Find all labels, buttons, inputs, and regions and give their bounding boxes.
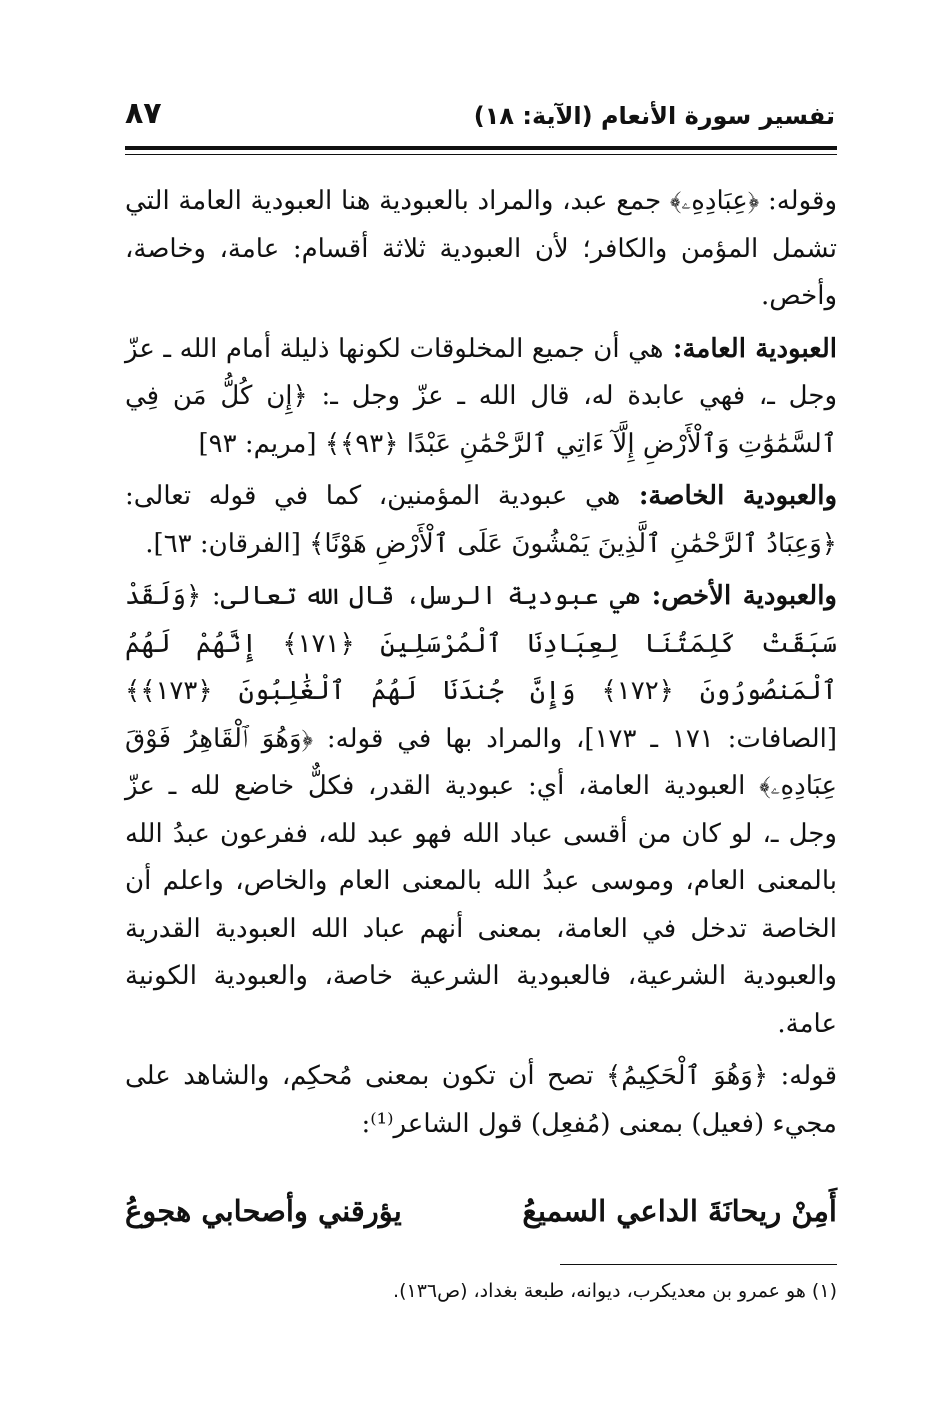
verse-second-hemistich: يؤرقني وأصحابي هجوعُ xyxy=(125,1194,402,1228)
paragraph xyxy=(125,1053,837,1148)
running-title: تفسير سورة الأنعام (الآية: ١٨) xyxy=(473,102,835,130)
text-run: هي عبودية الرسل، قال الله تعالى: ﴿وَلَقَدْ سَبَقَتْ كَلِمَتُنَا لِعِبَادِنَا ٱلْمُرْسَلِينَ ﴿١٧١﴾ إِنَّهُمْ لَهُمُ ٱلْمَنصُورُونَ ﴿١٧٢﴾ وَإِنَّ جُندَنَا لَهُمُ ٱلْغَٰلِبُونَ ﴿١٧٣﴾﴾ [الصافات: ١٧١ ـ ١٧٣]، والمراد بها في قوله: ﴿وَهُوَ ٱلْقَاهِرُ فَوْقَ عِبَادِهِۦ﴾ العبودية العامة، أي: عبودية القدر، فكلٌّ خاضع لله ـ عزّ وجل ـ، لو كان من أقسى عباد الله فهو عبد لله، ففرعون عبدُ الله بالمعنى العام، وموسى عبدُ الله بالمعنى العام والخاص، واعلم أن الخاصة تدخل في العامة، بمعنى أنهم عباد الله العبودية القدرية والعبودية الشرعية، فالعبودية الشرعية خاصة، والعبودية الكونية عامة. xyxy=(125,581,838,1039)
header-rule-thick xyxy=(125,146,837,150)
paragraph xyxy=(125,326,837,469)
poetry-verse xyxy=(125,1194,837,1250)
text-run: قوله: ﴿وَهُوَ ٱلْحَكِيمُ﴾ تصح أن تكون بمعنى مُحكِم، والشاهد على مجيء (فعيل) بمعنى (مُفعِل) قول الشاعر⁽¹⁾: xyxy=(125,1061,837,1139)
paragraph xyxy=(125,473,837,568)
paragraph xyxy=(125,573,837,1048)
text-run: هي أن جميع المخلوقات لكونها ذليلة أمام الله ـ عزّ وجل ـ، فهي عابدة له، قال الله ـ عزّ وجل ـ: ﴿إِن كُلُّ مَن فِي ٱلسَّمَٰوَٰتِ وَٱلْأَرْضِ إِلَّآ ءَاتِي ٱلرَّحْمَٰنِ عَبْدًا ﴿٩٣﴾﴾ [مريم: ٩٣] xyxy=(125,333,837,459)
paragraph xyxy=(125,178,837,321)
paragraph-heading: العبودية العامة: xyxy=(663,333,837,364)
paragraph-heading: والعبودية الأخص: xyxy=(640,581,837,611)
main-text xyxy=(125,178,837,1153)
page-number: ٨٧ xyxy=(125,96,162,131)
text-run: هي عبودية المؤمنين، كما في قوله تعالى: ﴿وَعِبَادُ ٱلرَّحْمَٰنِ ٱلَّذِينَ يَمْشُونَ عَلَى ٱلْأَرْضِ هَوْنًا﴾ [الفرقان: ٦٣]. xyxy=(125,481,837,559)
footnote: (١) هو عمرو بن معديكرب، ديوانه، طبعة بغداد، (ص١٣٦). xyxy=(393,1280,837,1302)
paragraph-heading: والعبودية الخاصة: xyxy=(620,481,838,511)
header-rule-thin xyxy=(125,154,837,155)
page-header xyxy=(125,96,835,146)
footnote-separator xyxy=(560,1264,837,1265)
verse-first-hemistich: أَمِنْ ريحانَةَ الداعي السميعُ xyxy=(522,1194,837,1228)
text-run: وقوله: ﴿عِبَادِهِۦ﴾ جمع عبد، والمراد بالعبودية هنا العبودية العامة التي تشمل المؤمن والكافر؛ لأن العبودية ثلاثة أقسام: عامة، وخاصة، وأخص. xyxy=(125,186,837,311)
